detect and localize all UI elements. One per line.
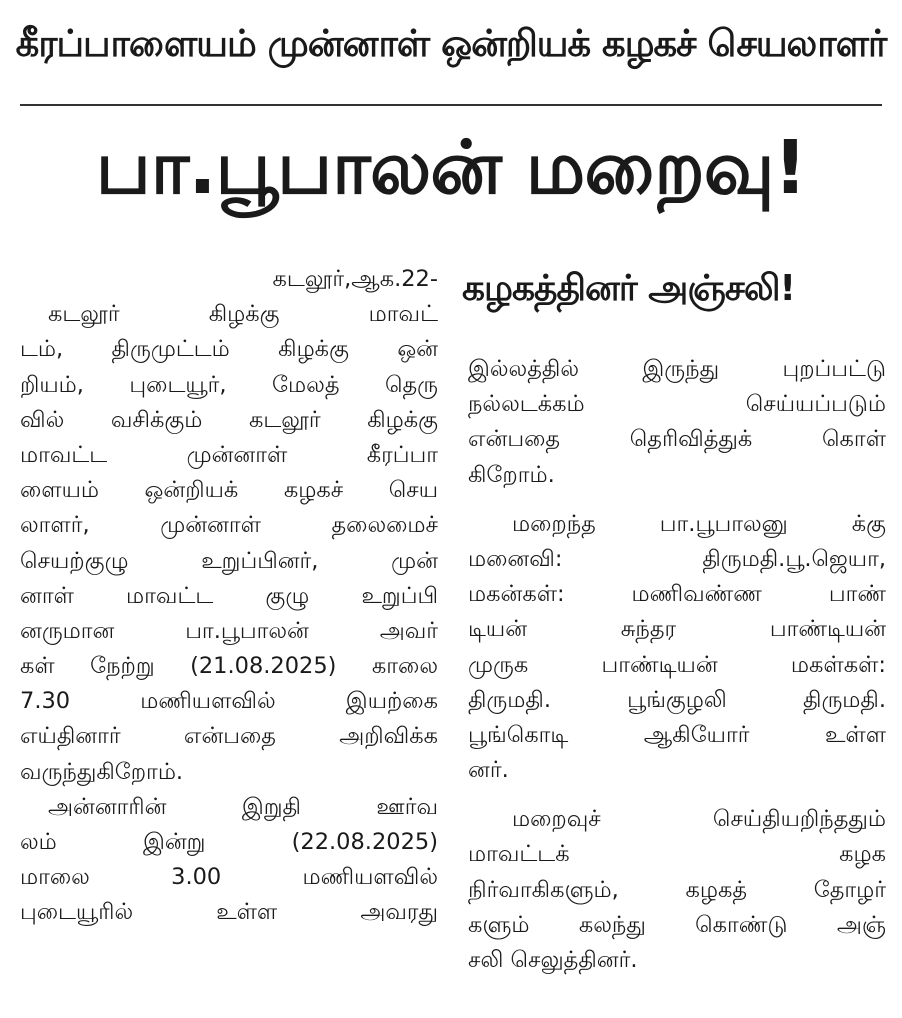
body-line: 7.30 மணியளவில் இயற்கை xyxy=(20,688,438,715)
dateline: கடலூர்,ஆக.22- xyxy=(272,266,438,292)
body-line: மகன்கள்: மணிவண்ண பாண் xyxy=(468,581,886,608)
left-column xyxy=(20,262,438,931)
body-line: நல்லடக்கம் செய்யப்படும் xyxy=(468,391,886,418)
body-line: கிறோம். xyxy=(468,461,555,488)
body-line: மாவட்ட முன்னாள் கீரப்பா xyxy=(20,441,438,468)
body-line: முருக பாண்டியன் மகள்கள்: xyxy=(468,651,886,678)
paragraph-gap xyxy=(468,788,886,802)
body-line: வில் வசிக்கும் கடலூர் கிழக்கு xyxy=(20,406,438,433)
headline-divider xyxy=(20,104,882,106)
body-line: மாலை 3.00 மணியளவில் xyxy=(20,864,438,891)
body-line: என்பதை தெரிவித்துக் கொள் xyxy=(468,426,886,453)
body-line: புடையூரில் உள்ள அவரது xyxy=(20,899,438,926)
right-column xyxy=(468,352,886,978)
paragraph-gap xyxy=(468,493,886,507)
body-line: சலி செலுத்தினர். xyxy=(468,947,638,973)
body-line: வருந்துகிறோம். xyxy=(20,758,184,785)
body-line: மறைவுச் செய்தியறிந்ததும் xyxy=(512,806,886,833)
body-line: டம், திருமுட்டம் கிழக்கு ஒன் xyxy=(20,336,438,363)
body-line: திருமதி. பூங்குழலி திருமதி. xyxy=(468,686,886,713)
body-line: கள் நேற்று (21.08.2025) காலை xyxy=(20,653,438,680)
body-line: னருமான பா.பூபாலன் அவர் xyxy=(20,617,438,644)
body-line: மாவட்டக் கழக xyxy=(468,841,886,868)
body-line: மறைந்த பா.பூபாலனு க்கு xyxy=(512,510,886,537)
body-line: றியம், புடையூர், மேலத் தெரு xyxy=(20,371,438,398)
subheadline: கழகத்தினர் அஞ்சலி! xyxy=(462,268,795,309)
body-line: அன்னாரின் இறுதி ஊர்வ xyxy=(48,793,438,820)
body-line: பூங்கொடி ஆகியோர் உள்ள xyxy=(468,721,886,748)
body-line: களும் கலந்து கொண்டு அஞ் xyxy=(468,911,886,938)
body-line: லம் இன்று (22.08.2025) xyxy=(20,829,438,855)
body-line: னாள் மாவட்ட குழு உறுப்பி xyxy=(20,582,438,609)
body-line: இல்லத்தில் இருந்து புறப்பட்டு xyxy=(468,356,886,382)
main-headline: பா.பூபாலன் மறைவு! xyxy=(95,125,807,211)
kicker-headline: கீரப்பாளையம் முன்னாள் ஒன்றியக் கழகச் செயலாளர் xyxy=(15,22,887,65)
body-line: நிர்வாகிகளும், கழகத் தோழர் xyxy=(468,876,886,903)
body-line: எய்தினார் என்பதை அறிவிக்க xyxy=(20,723,438,750)
body-line: டியன் சுந்தர பாண்டியன் xyxy=(468,616,886,643)
body-line: செயற்குழு உறுப்பினர், முன் xyxy=(20,547,438,574)
body-line: மனைவி: திருமதி.பூ.ஜெயா, xyxy=(468,545,886,572)
body-line: ளையம் ஒன்றியக் கழகச் செய xyxy=(20,477,438,504)
body-line: கடலூர் கிழக்கு மாவட் xyxy=(48,301,438,328)
body-line: னர். xyxy=(468,757,509,784)
body-line: லாளர், முன்னாள் தலைமைச் xyxy=(20,512,438,539)
